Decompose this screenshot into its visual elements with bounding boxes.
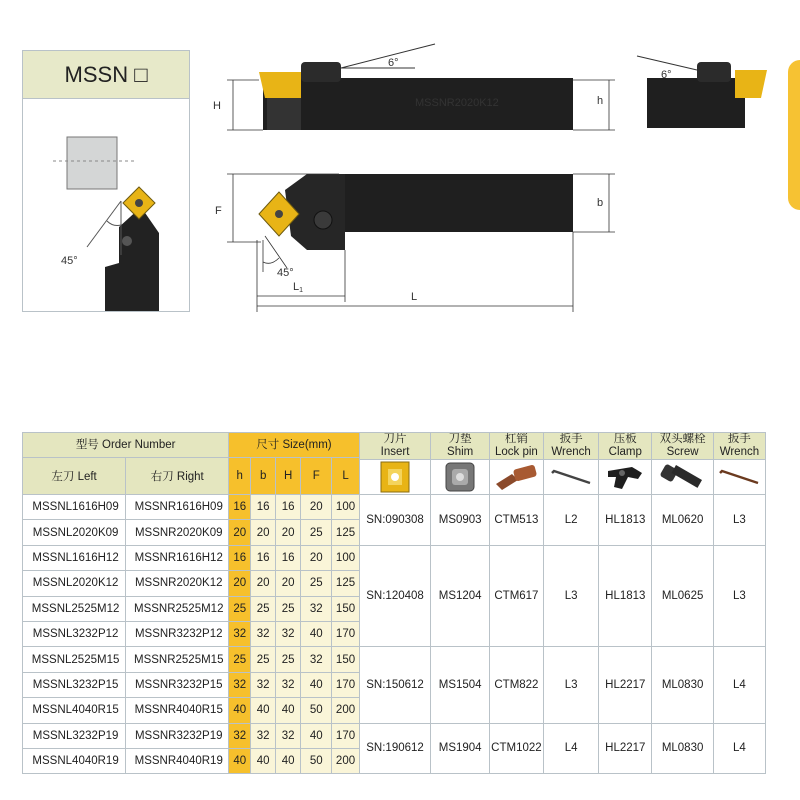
- hex-key-icon-2: [716, 465, 762, 489]
- screw-image-cell: [652, 460, 713, 495]
- right-model: MSSNR2525M15: [126, 647, 229, 672]
- left-model: MSSNL4040R19: [23, 748, 126, 773]
- val-L: 125: [332, 571, 359, 596]
- val-L: 170: [332, 621, 359, 646]
- table-row: [23, 647, 766, 672]
- insert-end: [735, 70, 767, 98]
- top-view: [215, 174, 615, 312]
- clamp-code: HL2217: [599, 647, 652, 723]
- val-b: 16: [251, 495, 276, 520]
- clamp-screw: [122, 236, 132, 246]
- left-model: MSSNL3232P19: [23, 723, 126, 748]
- dim-header-h: h: [229, 458, 251, 495]
- left-model: MSSNL4040R15: [23, 698, 126, 723]
- val-F: 50: [301, 748, 332, 773]
- lockpin-code: CTM822: [489, 647, 543, 723]
- right-hand-header: 右刀 Right: [126, 458, 229, 495]
- right-model: MSSNR4040R19: [126, 748, 229, 773]
- val-H: 25: [276, 596, 301, 621]
- val-b: 20: [251, 571, 276, 596]
- rake-angle-label-right: 6°: [661, 69, 672, 81]
- val-H: 32: [276, 672, 301, 697]
- val-h: 32: [229, 723, 251, 748]
- wrench-code: L3: [544, 545, 599, 647]
- table-row: [23, 545, 766, 570]
- hex-key-icon: [548, 465, 594, 489]
- val-h: 32: [229, 672, 251, 697]
- val-F: 32: [301, 647, 332, 672]
- right-model: MSSNR4040R15: [126, 698, 229, 723]
- left-model: MSSNL2525M12: [23, 596, 126, 621]
- val-H: 16: [276, 495, 301, 520]
- val-h: 25: [229, 596, 251, 621]
- insert-code: SN:120408: [359, 545, 431, 647]
- part-header-shim: 刀垫 Shim: [431, 433, 489, 460]
- part-header-lockpin: 杠销 Lock pin: [489, 433, 543, 460]
- val-b: 40: [251, 748, 276, 773]
- val-F: 20: [301, 495, 332, 520]
- angle-arc: [107, 221, 121, 226]
- right-model: MSSNR2020K09: [126, 520, 229, 545]
- size-header: 尺寸 Size(mm): [229, 433, 359, 458]
- val-L: 125: [332, 520, 359, 545]
- order-number-header: 型号 Order Number: [23, 433, 229, 458]
- val-b: 16: [251, 545, 276, 570]
- val-L: 150: [332, 647, 359, 672]
- clamp-code: HL2217: [599, 723, 652, 774]
- insert-side: [259, 72, 301, 98]
- val-b: 32: [251, 672, 276, 697]
- dim-header-L: L: [332, 458, 359, 495]
- screw-code: ML0625: [652, 545, 713, 647]
- val-F: 40: [301, 672, 332, 697]
- screw-code: ML0830: [652, 723, 713, 774]
- val-F: 32: [301, 596, 332, 621]
- clamp-code: HL1813: [599, 495, 652, 546]
- val-F: 40: [301, 621, 332, 646]
- val-b: 40: [251, 698, 276, 723]
- tool-type-card: [22, 50, 190, 312]
- left-model: MSSNL3232P12: [23, 621, 126, 646]
- val-H: 32: [276, 723, 301, 748]
- shim-code: MS1204: [431, 545, 489, 647]
- right-model: MSSNR2525M12: [126, 596, 229, 621]
- shim-code: MS0903: [431, 495, 489, 546]
- val-L: 200: [332, 698, 359, 723]
- shim-code: MS1904: [431, 723, 489, 774]
- dim-h-label: h: [597, 95, 604, 107]
- wrench-code: L3: [544, 647, 599, 723]
- shim-code: MS1504: [431, 647, 489, 723]
- page-accent-tab: [788, 60, 800, 210]
- val-F: 20: [301, 545, 332, 570]
- wrench-image-cell: [544, 460, 599, 495]
- left-model: MSSNL2525M15: [23, 647, 126, 672]
- val-H: 16: [276, 545, 301, 570]
- clamp-end: [697, 62, 731, 82]
- insert-image-cell: [359, 460, 431, 495]
- insert-top-hole: [275, 210, 283, 218]
- val-H: 40: [276, 748, 301, 773]
- wrench2-code: L3: [713, 495, 765, 546]
- shank-end-view: [647, 78, 745, 128]
- screw-code: ML0620: [652, 495, 713, 546]
- clamp-top: [314, 211, 332, 229]
- dim-header-b: b: [251, 458, 276, 495]
- dim-header-H: H: [276, 458, 301, 495]
- lockpin-code: CTM513: [489, 495, 543, 546]
- val-h: 32: [229, 621, 251, 646]
- wrench2-code: L4: [713, 647, 765, 723]
- val-F: 25: [301, 571, 332, 596]
- spec-table: [22, 432, 766, 774]
- clamp-image-cell: [599, 460, 652, 495]
- tool-drawing-svg: [205, 40, 785, 330]
- val-H: 25: [276, 647, 301, 672]
- val-H: 32: [276, 621, 301, 646]
- lockpin-code: CTM617: [489, 545, 543, 647]
- head-side: [267, 98, 301, 130]
- insert-code: SN:150612: [359, 647, 431, 723]
- table-row: [23, 723, 766, 748]
- val-b: 32: [251, 621, 276, 646]
- left-model: MSSNL1616H12: [23, 545, 126, 570]
- wrench2-code: L3: [713, 545, 765, 647]
- right-model: MSSNR1616H12: [126, 545, 229, 570]
- right-model: MSSNR1616H09: [126, 495, 229, 520]
- right-model: MSSNR2020K12: [126, 571, 229, 596]
- shim-image-cell: [431, 460, 489, 495]
- part-header-wrench-2: 扳手 Wrench: [713, 433, 765, 460]
- val-F: 50: [301, 698, 332, 723]
- lockpin-image-cell: [489, 460, 543, 495]
- left-model: MSSNL1616H09: [23, 495, 126, 520]
- clamp-side: [301, 62, 341, 82]
- left-model: MSSNL3232P15: [23, 672, 126, 697]
- wrench2-code: L4: [713, 723, 765, 774]
- rake-angle-label-left: 6°: [388, 57, 399, 69]
- val-L: 150: [332, 596, 359, 621]
- val-L: 100: [332, 545, 359, 570]
- val-H: 40: [276, 698, 301, 723]
- insert-icon: [377, 460, 413, 494]
- screw-code: ML0830: [652, 647, 713, 723]
- part-header-insert: 刀片 Insert: [359, 433, 431, 460]
- val-L: 170: [332, 723, 359, 748]
- approach-angle-diagram: [23, 99, 189, 311]
- dim-L1-label: L1: [293, 281, 304, 294]
- val-b: 20: [251, 520, 276, 545]
- shim-icon: [443, 460, 477, 494]
- workpiece-shape: [67, 137, 117, 189]
- val-F: 40: [301, 723, 332, 748]
- dim-b-label: b: [597, 197, 604, 209]
- angle-arc-bottom: [263, 258, 279, 263]
- val-F: 25: [301, 520, 332, 545]
- screw-icon: [658, 460, 708, 494]
- val-h: 20: [229, 571, 251, 596]
- clamp-code: HL1813: [599, 545, 652, 647]
- val-L: 170: [332, 672, 359, 697]
- val-h: 16: [229, 545, 251, 570]
- val-b: 25: [251, 596, 276, 621]
- val-b: 32: [251, 723, 276, 748]
- val-L: 200: [332, 748, 359, 773]
- left-model: MSSNL2020K12: [23, 571, 126, 596]
- header-row-1: [23, 433, 766, 458]
- tool-holder-body: [105, 207, 159, 311]
- val-h: 40: [229, 698, 251, 723]
- insert-hole: [135, 199, 143, 207]
- right-end-view: [637, 56, 767, 128]
- rake-angle-line-right: [637, 56, 697, 70]
- angle-detail-label: 45°: [61, 255, 78, 267]
- part-header-clamp: 压板 Clamp: [599, 433, 652, 460]
- wrench-code: L2: [544, 495, 599, 546]
- val-H: 20: [276, 520, 301, 545]
- part-header-wrench: 扳手 Wrench: [544, 433, 599, 460]
- shank-top-view: [339, 174, 573, 232]
- tool-type-title: MSSN □: [23, 51, 189, 99]
- clamp-icon: [602, 461, 648, 493]
- right-model: MSSNR3232P19: [126, 723, 229, 748]
- wrench-code: L4: [544, 723, 599, 774]
- dim-F-label: F: [215, 205, 222, 217]
- dim-L-label: L: [411, 291, 418, 303]
- right-model: MSSNR3232P12: [126, 621, 229, 646]
- val-h: 16: [229, 495, 251, 520]
- val-b: 25: [251, 647, 276, 672]
- val-h: 20: [229, 520, 251, 545]
- lock-pin-icon: [492, 462, 540, 492]
- side-view: [213, 44, 615, 130]
- right-model: MSSNR3232P15: [126, 672, 229, 697]
- val-H: 20: [276, 571, 301, 596]
- wrench2-image-cell: [713, 460, 765, 495]
- shank-marking: MSSNR2020K12: [415, 97, 499, 109]
- lockpin-code: CTM1022: [489, 723, 543, 774]
- part-header-screw: 双头螺栓 Screw: [652, 433, 713, 460]
- angle-line: [87, 201, 121, 247]
- left-model: MSSNL2020K09: [23, 520, 126, 545]
- left-hand-header: 左刀 Left: [23, 458, 126, 495]
- dim-H-label: H: [213, 100, 221, 112]
- angle-bottom-label: 45°: [277, 267, 294, 279]
- insert-code: SN:090308: [359, 495, 431, 546]
- val-h: 25: [229, 647, 251, 672]
- val-h: 40: [229, 748, 251, 773]
- approach-angle-detail: [23, 99, 189, 311]
- insert-code: SN:190612: [359, 723, 431, 774]
- table-row: [23, 495, 766, 520]
- dim-header-F: F: [301, 458, 332, 495]
- technical-drawings: [205, 40, 785, 330]
- val-L: 100: [332, 495, 359, 520]
